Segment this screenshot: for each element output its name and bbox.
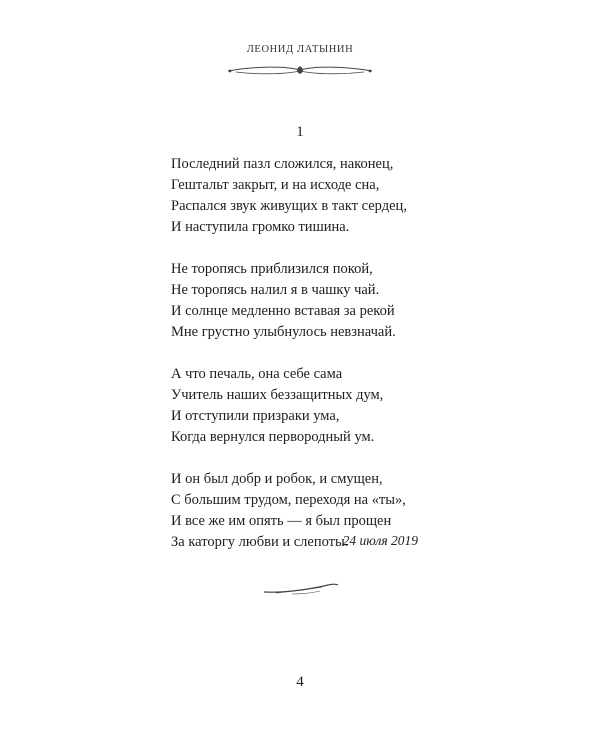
page-number: 4 [296,674,304,690]
poem-line: И наступила громко тишина. [171,219,350,235]
poem-line: И он был добр и робок, и смущен, [171,471,383,487]
poem-body [171,154,471,574]
poem-line: А что печаль, она себе сама [171,366,343,382]
stanza [171,364,471,448]
poem-line: Последний пазл сложился, наконец, [171,156,394,172]
poem-line: За каторгу любви и слепоты. [171,534,349,550]
poem-line: Мне грустно улыбнулось невзначай. [171,324,396,340]
poem-line: Не торопясь налил я в чашку чай. [171,282,380,298]
stanza [171,154,471,238]
poem-line: Когда вернулся первородный ум. [171,429,375,445]
poem-line: И отступили призраки ума, [171,408,340,424]
stanza [171,259,471,343]
poem-line: И солнце медленно вставая за рекой [171,303,395,319]
poem-line: Гештальт закрыт, и на исходе сна, [171,177,380,193]
poem-line: С большим трудом, переходя на «ты», [171,492,406,508]
running-header-author: ЛЕОНИД ЛАТЫНИН [246,44,354,55]
poem-line: Учитель наших беззащитных дум, [171,387,384,403]
end-flourish-icon [262,582,340,596]
poem-line: Распался звук живущих в такт сердец, [171,198,407,214]
poem-line: И все же им опять — я был прощен [171,513,392,529]
poem-line: Не торопясь приблизился покой, [171,261,373,277]
poem-date: 24 июля 2019 [342,533,418,548]
poem-number: 1 [296,124,304,140]
flourish-divider-icon [226,62,374,78]
